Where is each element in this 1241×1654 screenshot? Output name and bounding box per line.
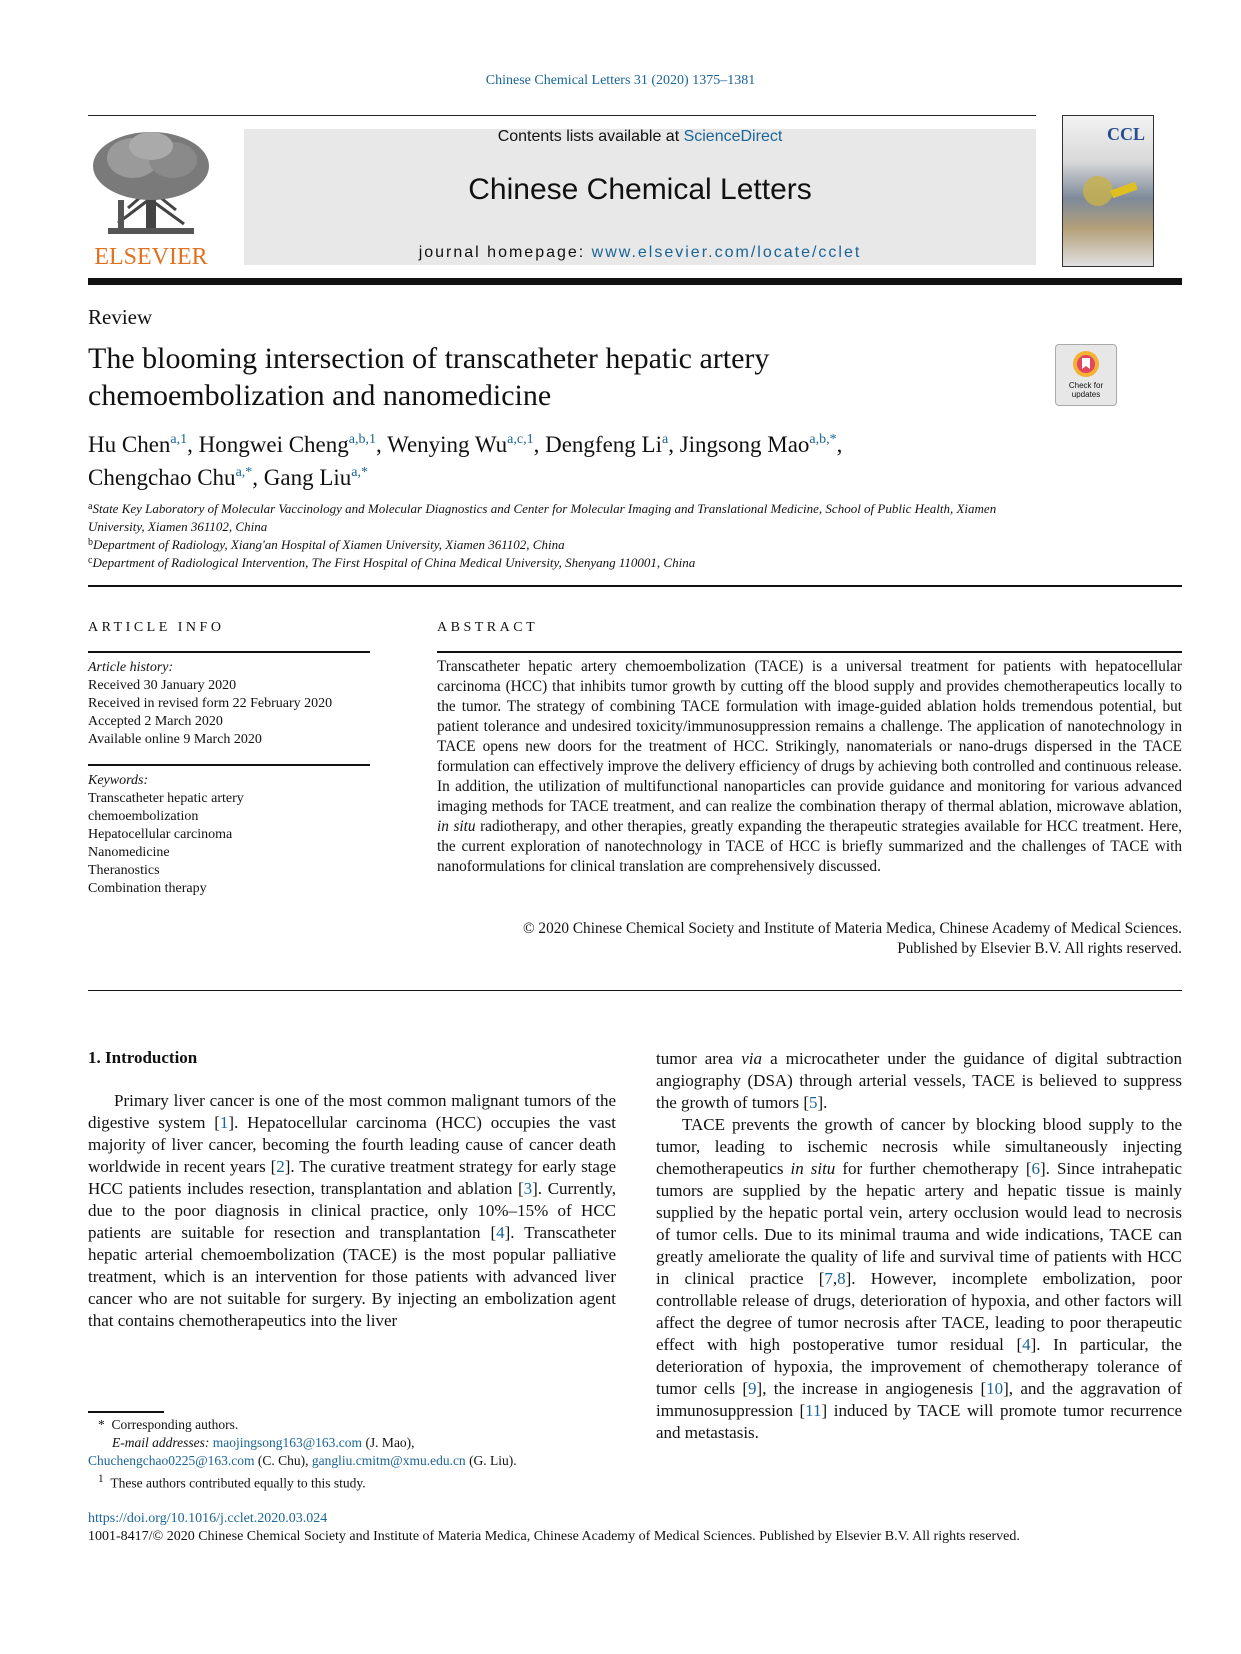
body-text: ].	[817, 1093, 828, 1112]
email-link[interactable]: maojingsong163@163.com	[212, 1435, 363, 1450]
cover-graphic	[1083, 176, 1113, 206]
body-paragraph	[656, 1114, 1182, 1444]
citation-link[interactable]: 2	[276, 1157, 285, 1176]
email-owner: (G. Liu).	[465, 1453, 517, 1468]
equal-text: These authors contributed equally to this study.	[110, 1475, 366, 1491]
keyword-item: Nanomedicine	[88, 845, 170, 860]
body-text: ], the increase in angiogenesis [	[756, 1379, 987, 1398]
body-left-column	[88, 1090, 616, 1332]
citation-link[interactable]: 11	[805, 1401, 822, 1420]
body-text: ]. Since intrahepatic tumors are supplied by the hepatic artery and hepatic tissue is mainly supplied by the hepatic portal vein, artery occlusion would lead to necrosis of tumor cells. Due to its minimal trauma and wide indications, TACE can greatly ameliorate the quality of life and survival time of patients with HCC in clinical practice [	[656, 1159, 1182, 1288]
sciencedirect-link[interactable]: ScienceDirect	[683, 128, 783, 145]
affiliations	[88, 500, 1048, 572]
body-text: ]. Hepatocellular carcinoma (HCC) occupies the vast majority of liver cancer, becoming the fourth leading cause of cancer death worldwide in recent years [	[88, 1113, 616, 1176]
footnotes	[88, 1416, 648, 1493]
author-name: Wenying Wu	[387, 432, 508, 457]
keyword-item: Hepatocellular carcinoma	[88, 827, 233, 842]
author-superscript[interactable]: a,c,1	[507, 432, 534, 447]
body-text: ]. However, incomplete embolization, poor controllable release of drugs, deterioration of hypoxia, and other factors will affect the degree of tumor necrosis after TACE, leading to poor therapeutic effect with high postoperative tumor residual [	[656, 1269, 1182, 1354]
body-text: for further chemotherapy [	[835, 1159, 1032, 1178]
article-info-rule	[88, 651, 370, 653]
body-text: ]. Transcatheter hepatic arterial chemoembolization (TACE) is the most popular palliative treatment, which is an intervention for those patients with advanced liver cancer who are not suitable for surgery. By injecting an embolization agent that contains chemotherapeutics into the liver	[88, 1223, 616, 1330]
corresponding-text: Corresponding authors.	[111, 1417, 239, 1432]
keyword-item: chemoembolization	[88, 809, 199, 824]
running-head[interactable]: Chinese Chemical Letters 31 (2020) 1375–1381	[485, 73, 756, 88]
affiliation	[88, 554, 1048, 572]
author-name: Hongwei Cheng	[198, 432, 349, 457]
citation-link[interactable]: 6	[1031, 1159, 1040, 1178]
article-type: Review	[88, 305, 153, 329]
email-label: E-mail addresses:	[112, 1435, 210, 1450]
journal-name: Chinese Chemical Letters	[468, 173, 812, 206]
footnote-rule	[88, 1411, 164, 1413]
article-info-heading: ARTICLE INFO	[88, 620, 225, 635]
corresponding-mark: *	[98, 1417, 105, 1432]
email-line	[88, 1452, 648, 1470]
contents-line	[244, 128, 1036, 146]
body-text: ]. Currently, due to the poor diagnosis in clinical practice, only 10%–15% of HCC patients are suitable for resection and transplantation [	[88, 1179, 616, 1242]
citation-link[interactable]: 8	[837, 1269, 846, 1288]
abstract-copyright-line2: Published by Elsevier B.V. All rights reserved.	[897, 940, 1182, 957]
history-item: Accepted 2 March 2020	[88, 714, 223, 729]
author-separator: ,	[836, 432, 843, 457]
affiliation	[88, 536, 1048, 554]
author-superscript[interactable]: a,*	[351, 465, 369, 480]
abstract-text	[437, 657, 1182, 877]
citation-link[interactable]: 5	[808, 1093, 818, 1112]
author-superscript[interactable]: a,1	[170, 432, 188, 447]
keyword-item: Combination therapy	[88, 881, 207, 896]
affiliation-mark: a	[88, 501, 93, 512]
author-separator: ,	[668, 432, 680, 457]
body-italic: via	[741, 1049, 762, 1068]
doi-link[interactable]: https://doi.org/10.1016/j.cclet.2020.03.024	[88, 1511, 328, 1526]
section-heading: 1. Introduction	[88, 1048, 198, 1067]
homepage-link[interactable]: www.elsevier.com/locate/cclet	[591, 244, 862, 261]
author-name: Hu Chen	[88, 432, 171, 457]
keyword-item: Theranostics	[88, 863, 160, 878]
equal-contribution-note	[88, 1470, 648, 1493]
body-paragraph	[656, 1048, 1182, 1114]
abstract-heading: ABSTRACT	[437, 620, 539, 635]
affiliation-mark: c	[88, 555, 93, 566]
history-item: Received 30 January 2020	[88, 678, 237, 693]
author-superscript[interactable]: a	[662, 432, 669, 447]
affiliation-mark: b	[88, 537, 93, 548]
corresponding-note	[88, 1416, 648, 1434]
abstract-italic: in situ	[437, 818, 476, 835]
abstract-rule	[437, 651, 1182, 653]
author-superscript[interactable]: a,*	[235, 465, 253, 480]
email-owner: (C. Chu),	[254, 1453, 312, 1468]
elsevier-wordmark: ELSEVIER	[94, 244, 208, 270]
updates-label: Check for updates	[1068, 381, 1104, 399]
author-separator: ,	[252, 465, 264, 490]
keywords-rule	[88, 764, 370, 766]
body-text: a microcatheter under the guidance of digital subtraction angiography (DSA) through arterial vessels, TACE is believed to suppress the growth of tumors [	[656, 1049, 1183, 1112]
tree-icon	[88, 128, 214, 240]
keywords-label: Keywords:	[88, 773, 149, 788]
journal-homepage	[244, 244, 1036, 262]
body-text: ] induced by TACE will promote tumor recurrence and metastasis.	[656, 1401, 1183, 1442]
author-name: Jingsong Mao	[679, 432, 810, 457]
affiliation-text: Department of Radiology, Xiang'an Hospital of Xiamen University, Xiamen 361102, China	[93, 537, 565, 552]
author-separator: ,	[187, 432, 199, 457]
author-list	[88, 428, 1088, 494]
issn-copyright: 1001-8417/© 2020 Chinese Chemical Society and Institute of Materia Medica, Chinese Academy of Medical Sciences. Published by Elsevier B.V. All rights reserved.	[88, 1529, 1020, 1544]
citation-link[interactable]: 1	[219, 1113, 229, 1132]
body-text: ]. In particular, the deterioration of hypoxia, the improvement of chemotherapy tolerance of tumor cells [	[656, 1335, 1182, 1398]
email-link[interactable]: gangliu.cmitm@xmu.edu.cn	[311, 1453, 466, 1468]
abstract-bottom-rule	[88, 990, 1182, 991]
keywords	[88, 772, 388, 898]
email-link[interactable]: Chuchengchao0225@163.com	[88, 1453, 255, 1468]
abstract-part1: Transcatheter hepatic artery chemoembolization (TACE) is a universal treatment for patients with hepatocellular carcinoma (HCC) that inhibits tumor growth by cutting off the blood supply and provides chemotherapeutics locally to the tumor. The strategy of combining TACE formulation with image-guided ablation holds tremendous potential, but patient tolerance and undesired toxicity/immunosuppression remains a challenge. The application of nanotechnology in TACE opens new doors for the treatment of HCC. Strikingly, nanomaterials or nano-drugs dispersed in the TACE formulation can effectively improve the delivery efficiency of drugs by achieving both controlled and continuous release. In addition, the utilization of multifunctional nanoparticles can provide guidance and monitoring for various advanced imaging methods for TACE treatment, and can realize the combination therapy of thermal ablation, microwave ablation,	[437, 658, 1182, 815]
body-right-column	[656, 1048, 1182, 1444]
author-superscript[interactable]: a,b,1	[348, 432, 376, 447]
author-name: Dengfeng Li	[545, 432, 662, 457]
history-item: Received in revised form 22 February 2020	[88, 696, 333, 711]
history-label: Article history:	[88, 660, 174, 675]
abstract-copyright	[437, 919, 1182, 959]
abstract-part2: radiotherapy, and other therapies, greatly expanding the therapeutic strategies available for HCC treatment. Here, the current exploration of nanotechnology in TACE of HCC is briefly summarized and the challenges of TACE with nanoformulations for clinical translation are comprehensively discussed.	[437, 818, 1182, 875]
body-text: tumor area	[656, 1049, 742, 1068]
equal-mark: 1	[98, 1473, 104, 1485]
author-superscript[interactable]: a,b,*	[809, 432, 837, 447]
body-italic: in situ	[790, 1159, 836, 1178]
citation-link[interactable]: 9	[748, 1379, 757, 1398]
article-title: The blooming intersection of transcatheter hepatic artery chemoembolization and nanomedicine	[88, 342, 770, 412]
article-history	[88, 659, 388, 749]
history-item: Available online 9 March 2020	[88, 732, 262, 747]
citation-link[interactable]: 4	[496, 1223, 505, 1242]
keyword-item: Transcatheter hepatic artery	[88, 791, 244, 806]
citation-link[interactable]: 7	[824, 1269, 833, 1288]
affiliation-text: Department of Radiological Intervention, The First Hospital of China Medical University, Shenyang 110001, China	[92, 555, 696, 570]
author-name: Chengchao Chu	[88, 465, 236, 490]
citation-link[interactable]: 3	[523, 1179, 533, 1198]
body-text: ], and the aggravation of immunosuppression [	[656, 1379, 1182, 1420]
cover-title: CCL	[1106, 124, 1145, 144]
journal-cover-thumbnail[interactable]	[1062, 115, 1154, 267]
citation-link[interactable]: 10	[986, 1379, 1004, 1398]
title-block-rule	[88, 585, 1182, 587]
body-text: ]. The curative treatment strategy for early stage HCC patients includes resection, transplantation and ablation [	[88, 1157, 617, 1198]
contents-prefix: Contents lists available at	[497, 128, 684, 145]
body-text: ,	[832, 1269, 838, 1288]
author-separator: ,	[533, 432, 546, 457]
header-thick-rule	[88, 278, 1182, 285]
check-for-updates-badge[interactable]	[1055, 344, 1117, 406]
author-name: Gang Liu	[263, 465, 352, 490]
author-separator: ,	[375, 432, 388, 457]
email-owner: (J. Mao),	[362, 1435, 415, 1450]
body-text: Primary liver cancer is one of the most common malignant tumors of the digestive system [	[88, 1091, 616, 1132]
email-line	[88, 1434, 648, 1452]
header-rule	[88, 115, 1036, 116]
affiliation-text: State Key Laboratory of Molecular Vaccinology and Molecular Diagnostics and Center for Molecular Imaging and Translational Medicine, School of Public Health, Xiamen University, Xiamen 361102, China	[88, 501, 997, 534]
body-text: TACE prevents the growth of cancer by blocking blood supply to the tumor, leading to ischemic necrosis while simultaneously injecting chemotherapeutics	[656, 1115, 1182, 1178]
affiliation	[88, 500, 1048, 536]
citation-link[interactable]: 4	[1022, 1335, 1031, 1354]
updates-icon	[1071, 349, 1101, 379]
homepage-prefix: journal homepage:	[418, 244, 592, 261]
abstract-copyright-line1: © 2020 Chinese Chemical Society and Institute of Materia Medica, Chinese Academy of Medical Sciences.	[522, 920, 1182, 937]
